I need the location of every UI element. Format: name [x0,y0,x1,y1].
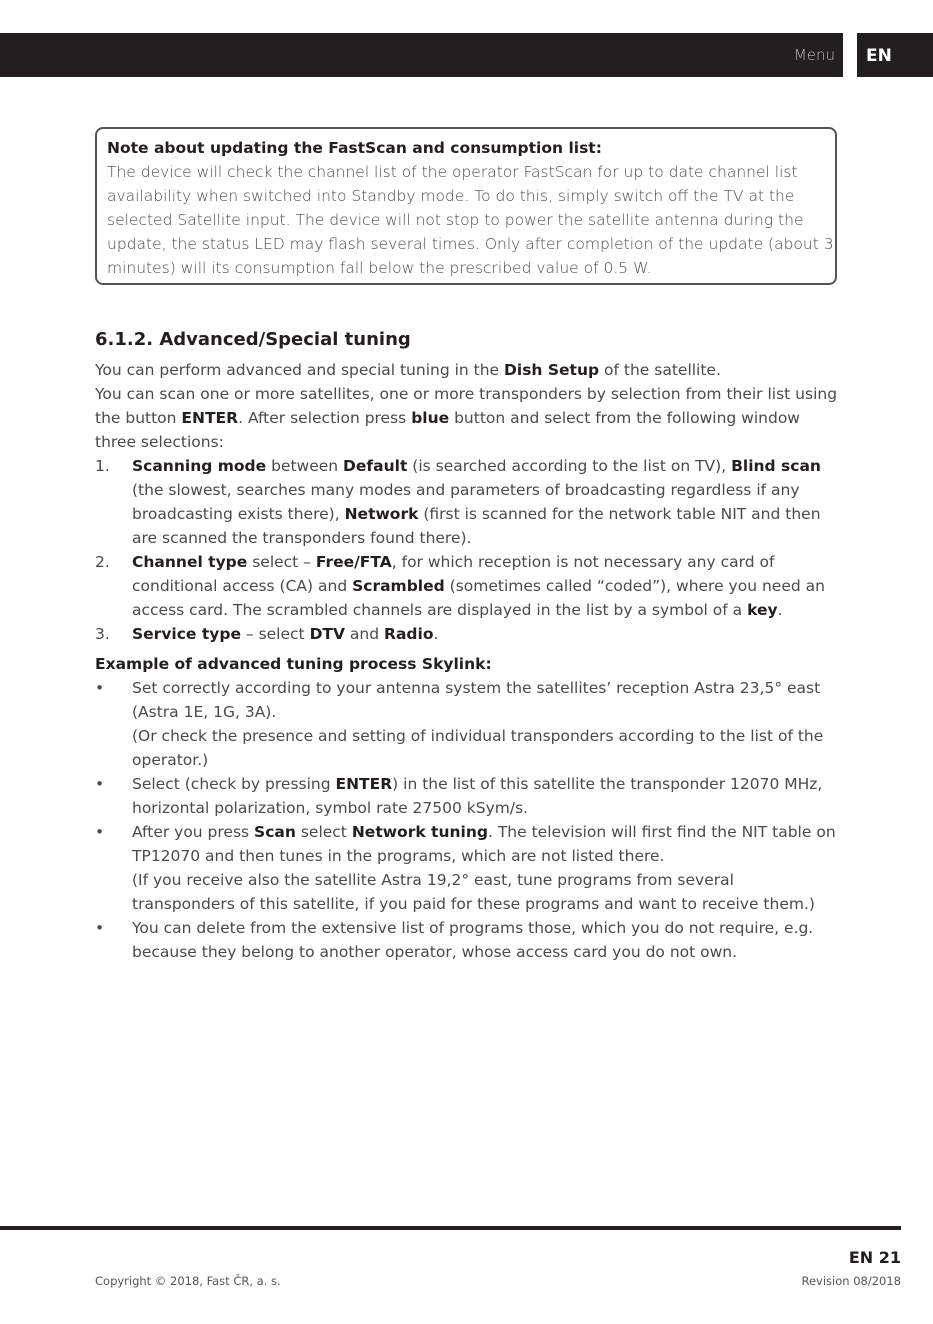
bold-text: key [747,601,778,619]
text: After you press [132,823,255,841]
bold-text: Dish Setup [504,361,600,379]
note-body: The device will check the channel list of the operator FastScan for up to date channel list availability when switched into Standby mode. To do this, simply switch off the TV at the selected Satellite input. The device will not stop to power the satellite antenna during the update, the status LED may flash several times. Only after completion of the update (about 3 minutes) will its consumption fall below the prescribed value of 0.5 W. [107,163,834,277]
bold-text: Default [343,457,408,475]
list-item [95,550,840,622]
text: button and select from the following window three selections: [95,409,800,451]
bullet-marker: • [95,823,105,841]
bold-text: DTV [309,625,345,643]
list-marker: 1. [95,457,110,475]
bullet-text: You can delete from the extensive list of programs those, which you do not require, e.g. because they belong to another operator, whose access card you do not own. [132,919,814,961]
paragraph-scan [95,382,840,454]
text: . [433,625,439,643]
list-marker: 2. [95,553,110,571]
bullet-marker: • [95,919,105,937]
text: You can perform advanced and special tuning in the [95,361,505,379]
example-title: Example of advanced tuning process Skylink: [95,655,492,673]
bullet-text: Set correctly according to your antenna system the satellites’ reception Astra 23,5° east (Astra 1E, 1G, 3A). [132,679,821,721]
bullet-item [95,676,840,772]
bullet-line [132,820,840,868]
text: select [295,823,352,841]
bullet-text: (Or check the presence and setting of individual transponders according to the list of the operator.) [132,727,824,769]
list-item [95,622,840,646]
text: Select (check by pressing [132,775,336,793]
bold-text: Scanning mode [132,457,267,475]
bold-text: ENTER [181,409,239,427]
bold-text: Radio [384,625,434,643]
bold-text: ENTER [335,775,393,793]
bold-text: Scrambled [352,577,445,595]
footer-divider [0,1226,901,1230]
main-content [95,327,840,964]
text: (is searched according to the list on TV), [407,457,732,475]
note-box [95,127,837,285]
text: between [266,457,344,475]
bold-text: Channel type [132,553,248,571]
text: (first is scanned for the network table NIT and then are scanned the transponders found there). [132,505,821,547]
text: . [777,601,783,619]
section-title: 6.1.2. Advanced/Special tuning [95,329,411,350]
header-bar [0,33,843,77]
bold-text: Scan [254,823,296,841]
bold-text: Blind scan [731,457,821,475]
language-badge: EN [857,33,933,77]
list-marker: 3. [95,625,110,643]
text: ) in the list of this satellite the transponder 12070 MHz, horizontal polarization, symbol rate 27500 kSym/s. [132,775,823,817]
bold-text: Service type [132,625,241,643]
text: (the slowest, searches many modes and parameters of broadcasting regardless if any broadcasting exists there), [132,481,800,523]
page-number: EN 21 [848,1248,901,1267]
text: . After selection press [238,409,412,427]
bullet-item [95,772,840,820]
text: of the satellite. [599,361,721,379]
revision-text: Revision 08/2018 [801,1274,901,1288]
paragraph-intro [95,358,840,382]
bullet-item [95,820,840,916]
copyright-text: Copyright © 2018, Fast ČR, a. s. [95,1274,281,1288]
bullet-marker: • [95,679,105,697]
bold-text: blue [411,409,450,427]
text: , for which reception is not necessary any card of conditional access (CA) and [132,553,775,595]
text: You can scan one or more satellites, one or more transponders by selection from their list using the button [95,385,838,427]
header-menu-label: Menu [793,46,835,64]
text: – select [240,625,310,643]
note-title: Note about updating the FastScan and consumption list: [107,139,602,157]
bullet-text: (If you receive also the satellite Astra 19,2° east, tune programs from several transponders of this satellite, if you paid for these programs and want to receive them.) [132,871,815,913]
bold-text: Network [344,505,419,523]
bullet-item [95,916,840,964]
bold-text: Network tuning [351,823,488,841]
bullet-marker: • [95,775,105,793]
bold-text: Free/FTA [315,553,392,571]
text: and [345,625,385,643]
list-item [95,454,840,550]
text: . The television will first find the NIT table on TP12070 and then tunes in the programs, which are not listed there. [132,823,836,865]
text: (sometimes called “coded”), where you need an access card. The scrambled channels are displayed in the list by a symbol of a [132,577,825,619]
text: select – [247,553,316,571]
